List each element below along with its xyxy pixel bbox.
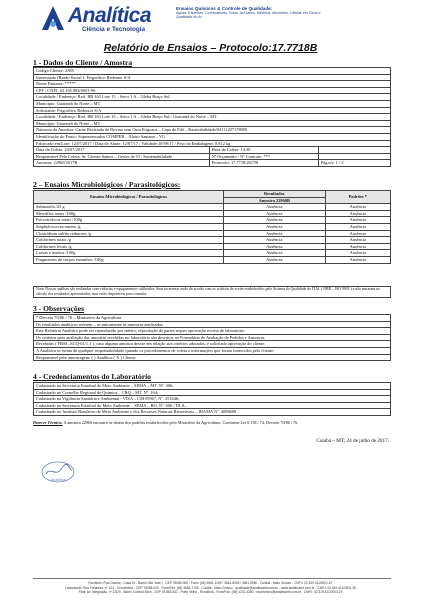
observation-row — [34, 321, 391, 328]
brand-subtitle: Ciência e Tecnologia — [82, 26, 146, 33]
analitica-logo-icon — [38, 4, 68, 32]
test-standard: Ausência — [325, 223, 390, 230]
seal-label: Analítica — [50, 477, 66, 482]
observation-row — [34, 334, 391, 341]
client-data-cell: CPF / CNPJ: 02.165.984/0001-96 — [34, 87, 391, 94]
signature-seal-icon — [40, 460, 76, 484]
observation-row — [34, 347, 391, 354]
client-data-cell: Nº Orçamento / Nº Contrato: *** — [209, 153, 318, 160]
section-tests-heading: 2 – Ensaios Microbiológicos / Parasitológicos: — [33, 180, 181, 189]
accreditation-text: Cadastrado na Secretaria Estadual de Meio Ambiente – SEMA – MT. Nº. 306; — [34, 383, 391, 390]
table-row — [34, 204, 391, 211]
client-data-cell — [318, 153, 390, 160]
brand-name: Analítica — [68, 4, 152, 27]
microbiology-table — [33, 190, 391, 264]
section-client-heading: 1 - Dados do Cliente / Amostra — [33, 58, 133, 67]
col-header-parameter: Ensaios Microbiológicos / Parasitológicos — [34, 191, 224, 204]
client-data-cell: Protocolo: 17.7718/2017B — [209, 160, 318, 167]
observation-text: Os resultados analíticos referem – se unicamente às amostras analisadas. — [34, 321, 391, 328]
observation-text: Este Relatório Analítico pode ser reproduzido por inteiro, reprodução de partes requer aprovação escrita do laboratório. — [34, 328, 391, 335]
test-result: Ausência — [224, 243, 326, 250]
technical-opinion — [33, 420, 391, 426]
client-data-row — [34, 107, 391, 114]
observation-text: A Analítica se isenta de qualquer responsabilidade quando os procedimentos de coleta e informações que foram fornecidos pelo cliente: — [34, 347, 391, 354]
letterhead — [38, 2, 388, 36]
accreditation-text: Cadastrado na Secretaria Estadual do Meio Ambiente – SEMA – RO. Nº. 006 / DLA; — [34, 402, 391, 409]
client-data-row — [34, 94, 391, 101]
table-row — [34, 223, 391, 230]
client-data-row — [34, 153, 391, 160]
client-data-cell: Solicitante: Frigorífico Redentor S/A — [34, 107, 391, 114]
accreditation-text: Cadastrado no Instituto Brasileiro de Meio Ambiente e dos Recursos Naturais Renováveis – IBAMA Nº. 4098609 — [34, 409, 391, 416]
table-row — [34, 243, 391, 250]
report-title: Relatório de Ensaios – Protocolo:17.7718B — [103, 42, 318, 54]
table-row — [34, 250, 391, 257]
client-data-cell: Interessado (Razão Social ): Frigorífico Redentor S/A — [34, 74, 391, 81]
test-parameter: Salmonela /25 g — [34, 204, 224, 211]
letterhead-text — [176, 6, 326, 20]
table-row — [34, 230, 391, 237]
client-data-row — [34, 100, 391, 107]
observation-row — [34, 354, 391, 361]
issue-date: Cuiabá – MT; 24 de julho de 2017. — [316, 438, 389, 444]
test-standard: Ausência — [325, 210, 390, 217]
client-data-cell: Localidade / Endereço: Rod. BR 163 Lote 15 – Setor 1 A – Gleba Braço Sul — [34, 94, 391, 101]
client-data-cell: Identificação do Ponto: Supermercados COMPER – Alziro Santana – VG — [34, 133, 391, 140]
test-result: Ausência — [224, 250, 326, 257]
technical-opinion-text: A amostra 22960 encontra-se dentro dos padrões estabelecidos pelo Ministério da Agricultura, Conforme Lei 8.158 / 74, Decreto 70/86 / 76. — [63, 420, 299, 425]
client-data-row — [34, 81, 391, 88]
test-standard: Ausência — [325, 204, 390, 211]
client-data-cell: Amostra: 22960/2017B — [34, 160, 210, 167]
test-standard: Ausência — [325, 243, 390, 250]
col-header-standard: Padrões * — [325, 191, 390, 204]
client-data-cell: Nome Fantasia: ***** — [34, 81, 391, 88]
accreditation-row — [34, 402, 391, 409]
test-parameter: Larvas e insetos /100g — [34, 250, 224, 257]
client-data-row — [34, 147, 391, 154]
test-standard: Ausência — [325, 217, 390, 224]
footer-divider — [33, 578, 391, 579]
test-parameter: Staphylococcus aureus /g — [34, 223, 224, 230]
observation-row — [34, 328, 391, 335]
client-data-cell: Data da Coleta: 23/07/2017 — [34, 147, 210, 154]
observation-row — [34, 341, 391, 348]
test-result: Ausência — [224, 204, 326, 211]
client-data-cell: Município: Guarantã do Norte – MT — [34, 100, 391, 107]
client-data-row — [34, 127, 391, 134]
observations-table — [33, 314, 391, 361]
test-result: Ausência — [224, 223, 326, 230]
client-data-table — [33, 67, 391, 167]
accreditation-table — [33, 382, 391, 416]
technical-opinion-label: Parecer Técnico: — [33, 420, 63, 425]
test-standard: Ausência — [325, 256, 390, 263]
client-data-row — [34, 133, 391, 140]
client-data-cell: Código Cliente: 2585 — [34, 68, 391, 75]
footer — [0, 581, 421, 595]
client-data-row — [34, 114, 391, 121]
test-parameter: Fragmentos de corpos estranhos /100g — [34, 256, 224, 263]
section-accreditation-heading: 4 - Credenciamentos do Laboratório — [33, 372, 151, 381]
accreditation-row — [34, 383, 391, 390]
section-observations-heading: 3 - Observações — [33, 304, 85, 313]
test-result: Ausência — [224, 217, 326, 224]
test-result: Ausência — [224, 230, 326, 237]
client-data-row — [34, 87, 391, 94]
client-data-cell: Município: Guarantã do Norte – MT. — [34, 120, 391, 127]
observation-text: Recebidas ( FRM –SCQ-01/1.1 ), caso alguma amostra desvie em relação aos critérios adotados, é solicitado aprovação do cliente. — [34, 341, 391, 348]
test-parameter: Psicrotróficos totais /100g — [34, 217, 224, 224]
test-parameter: Coliformes fecais /g — [34, 243, 224, 250]
table-row — [34, 256, 391, 263]
services-description: Águas, Efluentes, Combustíveis, Solos, Ar/Gases, Minérios, Alimentos, Cêlulas em Geral e Qualidade do Ar — [176, 11, 321, 20]
footer-branch: Filial: Av. Integração, nº 2.629 - Bairro Colônia Silva - CEP 78.883-631 - Porto Velho - Rondônia - Fone/Fax: (69) 3222-4280 - escritorioro@analiticamt.com.br - CNPJ: 02.519.411/0003-29 — [78, 590, 343, 595]
test-result: Ausência — [224, 237, 326, 244]
observation-row — [34, 315, 391, 322]
test-result: Ausência — [224, 256, 326, 263]
client-data-row — [34, 160, 391, 167]
test-result: Ausência — [224, 210, 326, 217]
test-parameter: Clostridium sulfito redutores /g — [34, 230, 224, 237]
col-header-sample: Amostra 22960B — [224, 197, 326, 204]
client-data-cell: Localidade / Endereço: Rod. BR 163 Lote 15 – Setor 1 A – Gleba Braço Sul / Guarantã do Norte – MT — [34, 114, 391, 121]
observation-text: Os critérios para avaliação das amostras recebidas no laboratório são descritos no Formulário de Avaliação de Pedidos e Amostras — [34, 334, 391, 341]
table-row — [34, 210, 391, 217]
accreditation-row — [34, 409, 391, 416]
client-data-row — [34, 140, 391, 147]
test-parameter: Coliformes totais /g — [34, 237, 224, 244]
col-header-results: Resultados — [224, 191, 326, 198]
test-parameter: Mesófilos totais /100g — [34, 210, 224, 217]
accreditation-row — [34, 396, 391, 403]
accreditation-row — [34, 389, 391, 396]
table-row — [34, 237, 391, 244]
client-data-cell: Hora da Coleta: 14:30 — [209, 147, 318, 154]
client-data-cell: Responsável Pela Coleta: Sr. Giovan Santos – Gestor de TI / Sustentabilidade — [34, 153, 210, 160]
observation-text: * Decreto 70/86 / 76 – Ministério da Agricultura. — [34, 315, 391, 322]
client-data-cell — [318, 147, 390, 154]
table-row — [34, 217, 391, 224]
calibration-note: Nota: Nossas análises são realizadas com vidrarias e equipamentos calibrados. Suas incertezas estão de acordo com os critérios de aceite estabelecidos pelo Sistema da Qualidade do ITAL ( NBR – ISO 9001 ) e não entraram no cálculo dos resultados apresentados, mas estão disponíveis para consulta. — [33, 286, 391, 298]
client-data-cell: Natureza da Amostra: Carne Resfriada de Bovino sem Ossa Frigoaca – Capa de Filé – Rastreabilidade/04111207178000 — [34, 127, 391, 134]
footer-laboratory: Laboratório: Rua Fortaleza, nº 101 - Cruzeirinho - CEP 78085-000 - Fone/Fax: (65) 3665-7795 - Cuiabá - Mato Grosso - qualidade@analiticamt.com.br - www.analiticamt.com.br - CNPJ: 02.519.411/0002-48 — [65, 585, 356, 590]
test-standard: Ausência — [325, 237, 390, 244]
footer-office: Escritório: Rua Ocaído - Casa 14 - Bairro São José I - CEP 78080-000 - Fone: (65) 3661-1109 / 3661-8008 / 3661-5580 - Cuiabá - Mato Grosso - CNPJ: 02.519.411/0001-67 — [88, 581, 333, 585]
test-standard: Ausência — [325, 230, 390, 237]
observation-text: Responsável pela amostragem: ( ) Analítica ( X ) Cliente — [34, 354, 391, 361]
test-standard: Ausência — [325, 250, 390, 257]
client-data-row — [34, 74, 391, 81]
accreditation-text: Cadastrado no Conselho Regional de Química – CRQ – MT. Nº. 164; — [34, 389, 391, 396]
client-data-row — [34, 68, 391, 75]
client-data-row — [34, 120, 391, 127]
client-data-cell: Fabricado em/Lote: 12/07/2017 / Data do Abate: 12/07/17 / Validade:10/09/17 / Peso da Embalagem: 0,812 kg — [34, 140, 391, 147]
tagline: Ensaios Químicos & Controle de Qualidade: — [176, 6, 273, 11]
accreditation-text: Cadastrado na Vigilância Sanitária e Ambiental - VISA – CM 95967, Nº. 351646; — [34, 396, 391, 403]
client-data-cell: Pág.n/r: 1 / 2 — [318, 160, 390, 167]
